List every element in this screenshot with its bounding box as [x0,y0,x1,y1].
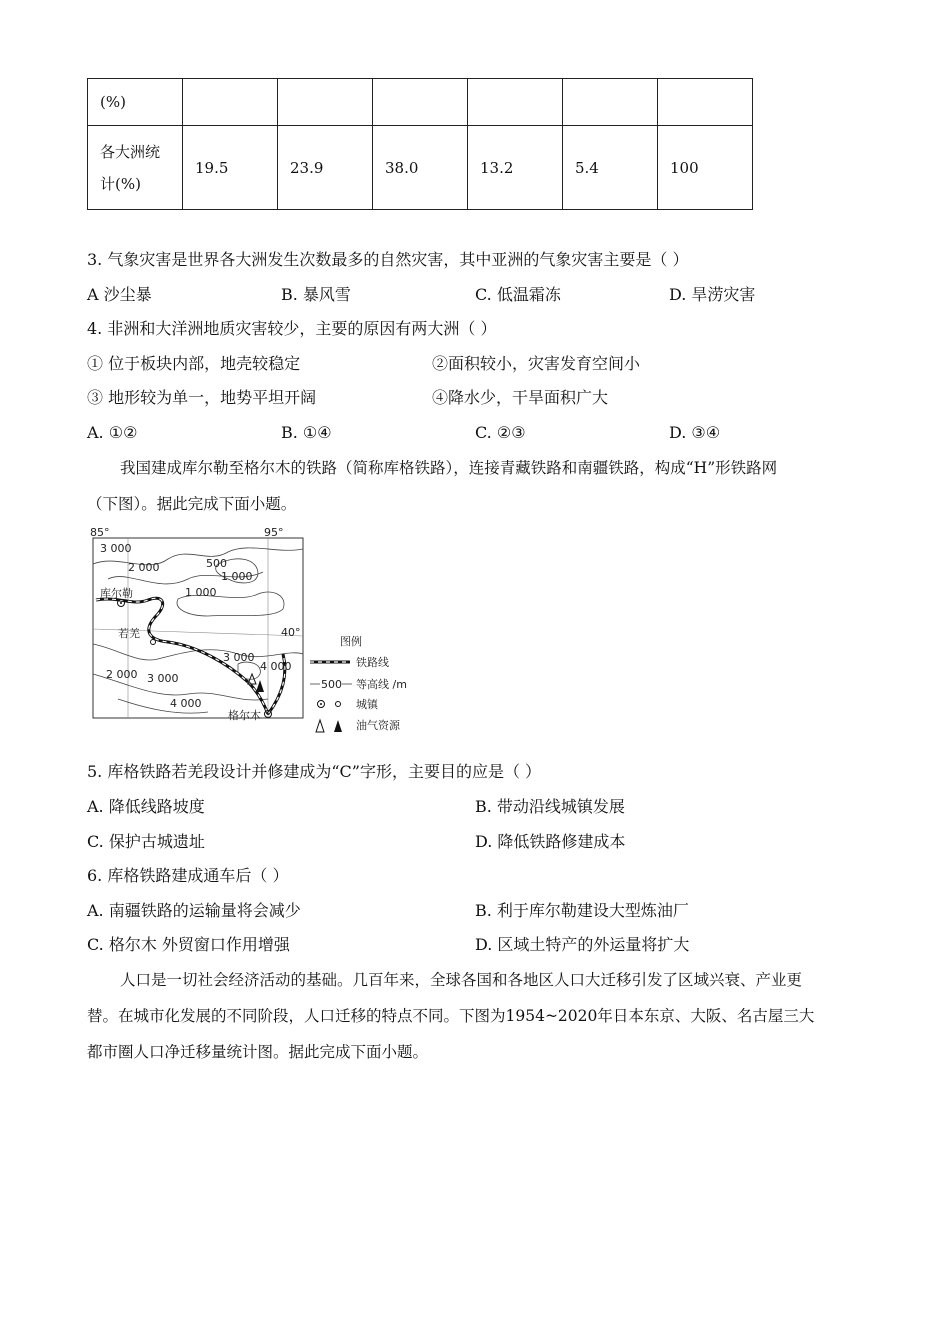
table-cell [468,79,563,126]
q3-option-b: B. 暴风雪 [281,285,351,304]
row-label-line1: 各大洲统 [100,142,161,161]
q5-option-d: D. 降低铁路修建成本 [475,832,626,851]
q4-statement-3: ③ 地形较为单一，地势平坦开阔 [87,388,317,407]
contour-label: 4 000 [170,697,202,710]
pop-intro-line1: 人口是一切社会经济活动的基础。几百年来，全球各国和各地区人口大迁移引发了区域兴衰、产业更 [120,971,803,989]
legend-oil-symbol [316,720,324,732]
contour-label: 1 000 [185,586,217,599]
lat-label-40: 40° [281,626,301,639]
q6-option-a: A. 南疆铁路的运输量将会减少 [87,901,301,920]
contour-label: 2 000 [128,561,160,574]
lon-label-85: 85° [90,526,110,539]
q5-option-b: B. 带动沿线城镇发展 [475,797,625,816]
question-3-stem: 3. 气象灾害是世界各大洲发生次数最多的自然灾害，其中亚洲的气象灾害主要是（ ） [87,250,689,269]
table-cell-value: 38.0 [373,126,468,210]
contour-label: 2 000 [106,668,138,681]
q4-option-b: B. ①④ [281,423,332,442]
table-cell [183,79,278,126]
city-label-korla: 库尔勒 [100,587,133,600]
rail-intro-line1: 我国建成库尔勒至格尔木的铁路（简称库格铁路），连接青藏铁路和南疆铁路，构成“H”形铁路网 [120,459,778,477]
q5-option-c: C. 保护古城遗址 [87,832,205,851]
legend-contour-label: 等高线 /m [356,678,407,691]
question-6-stem: 6. 库格铁路建成通车后（ ） [87,866,289,885]
table-cell-value: 13.2 [468,126,563,210]
disaster-stats-table [87,78,753,210]
q3-option-a: A 沙尘暴 [87,285,152,304]
contour-label: 1 000 [221,570,253,583]
table-cell-value: 19.5 [183,126,278,210]
legend-contour-sample: 500 [321,678,342,691]
city-label-golmud: 格尔木 [228,709,261,722]
table-cell-value: 5.4 [563,126,658,210]
table-cell [373,79,468,126]
table-cell [658,79,753,126]
legend-city-label: 城镇 [356,698,378,711]
contour-label: 3 000 [147,672,179,685]
table-row-label [88,126,183,210]
table-cell-value: 23.9 [278,126,373,210]
city-label-ruoqiang: 若羌 [118,627,140,640]
legend-railway-label: 铁路线 [356,656,389,669]
table-cell-unit: (%) [88,79,183,126]
table-cell [278,79,373,126]
pop-intro-line2: 替。在城市化发展的不同阶段，人口迁移的特点不同。下图为1954~2020年日本东京、大阪、名古屋三大 [87,1007,815,1025]
city-ruoqiang-marker [151,640,156,645]
q3-option-d: D. 旱涝灾害 [669,285,756,304]
q3-option-c: C. 低温霜冻 [475,285,561,304]
q5-option-a: A. 降低线路坡度 [87,797,205,816]
q4-option-c: C. ②③ [475,423,526,442]
table-cell [563,79,658,126]
pop-intro-line3: 都市圈人口净迁移量统计图。据此完成下面小题。 [87,1043,429,1061]
q4-statement-1: ① 位于板块内部，地壳较稳定 [87,354,301,373]
q4-statement-4: ④降水少，干旱面积广大 [432,388,609,407]
contour-label: 3 000 [223,651,255,664]
q4-statement-2: ②面积较小，灾害发育空间小 [432,354,641,373]
table-row [88,79,753,126]
question-4-stem: 4. 非洲和大洋洲地质灾害较少，主要的原因有两大洲（ ） [87,319,497,338]
q6-option-c: C. 格尔木 外贸窗口作用增强 [87,935,290,954]
lon-label-95: 95° [264,526,284,539]
contour-label: 500 [206,557,227,570]
q4-option-a: A. ①② [87,423,138,442]
oil-gas-symbol-filled [256,680,264,692]
q4-option-d: D. ③④ [669,423,721,442]
table-cell-value: 100 [658,126,753,210]
rail-intro-line2: （下图）。据此完成下面小题。 [87,495,297,513]
table-row [88,126,753,210]
question-5-stem: 5. 库格铁路若羌段设计并修建成为“C”字形，主要目的应是（ ） [87,762,542,781]
contour-label: 3 000 [100,542,132,555]
row-label-line2: 计(%) [100,174,141,193]
q6-option-b: B. 利于库尔勒建设大型炼油厂 [475,901,689,920]
railway-map [88,524,428,740]
legend-title: 图例 [340,635,362,648]
contour-label: 4 000 [260,660,292,673]
legend-oil-label: 油气资源 [356,719,400,732]
q6-option-d: D. 区域土特产的外运量将扩大 [475,935,690,954]
